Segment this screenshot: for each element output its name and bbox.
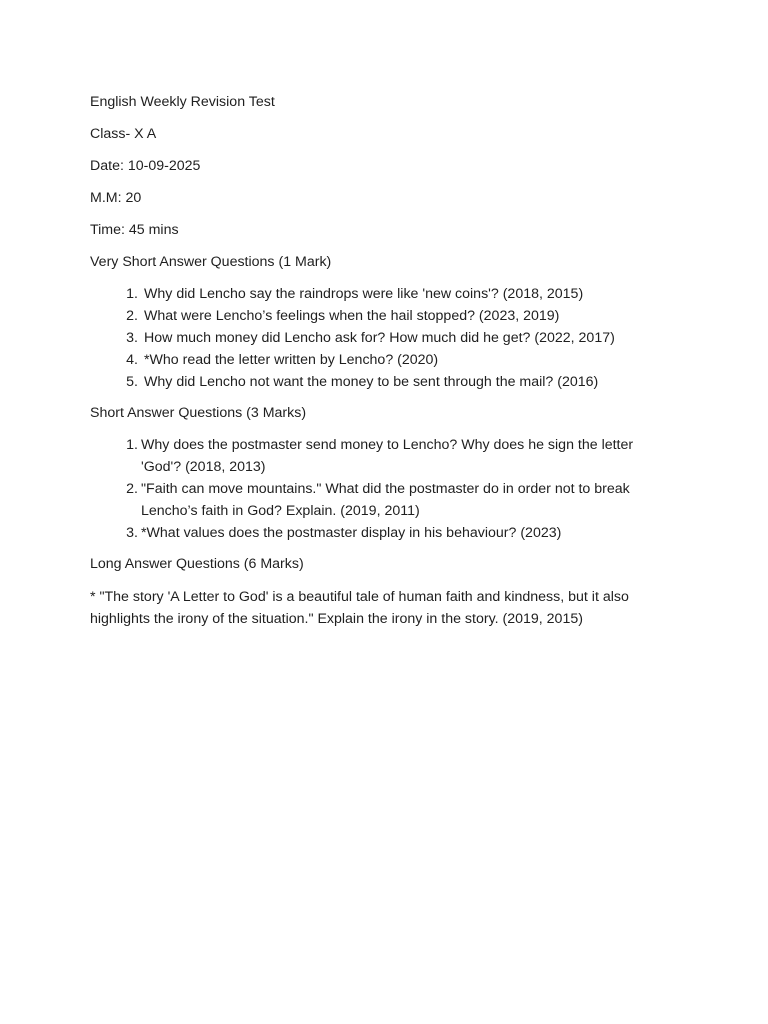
question-number: 1. [126, 437, 138, 453]
very-short-question-list [90, 283, 660, 393]
time-line: Time: 45 mins [90, 222, 179, 238]
list-item [90, 371, 660, 393]
question-text: *Who read the letter written by Lencho? (2020) [144, 352, 439, 368]
short-answer-heading: Short Answer Questions (3 Marks) [90, 405, 307, 421]
short-answer-question-list [90, 434, 660, 544]
list-item [90, 283, 660, 305]
list-item [90, 305, 660, 327]
question-number: 4. [126, 352, 138, 368]
date-line: Date: 10-09-2025 [90, 158, 201, 174]
question-text: *What values does the postmaster display in his behaviour? (2023) [141, 525, 562, 541]
list-item [90, 349, 660, 371]
very-short-heading: Very Short Answer Questions (1 Mark) [90, 254, 332, 270]
question-number: 1. [126, 286, 138, 302]
question-number: 5. [126, 374, 138, 390]
class-line: Class- X A [90, 126, 157, 142]
question-text: Why does the postmaster send money to Lencho? Why does he sign the letter 'God'? (2018, 2013) [141, 437, 634, 475]
question-number: 3. [126, 525, 138, 541]
test-title: English Weekly Revision Test [90, 94, 275, 110]
long-answer-question: * "The story 'A Letter to God' is a beautiful tale of human faith and kindness, but it also highlights the irony of the situation." Explain the irony in the story. (2019, 2015) [90, 589, 629, 627]
question-text: Why did Lencho say the raindrops were like 'new coins'? (2018, 2015) [144, 286, 584, 302]
question-text: "Faith can move mountains." What did the postmaster do in order not to break Lencho’s faith in God? Explain. (2019, 2011) [141, 481, 630, 519]
document-body [90, 92, 660, 630]
question-number: 2. [126, 308, 138, 324]
list-item [90, 327, 660, 349]
max-marks-line: M.M: 20 [90, 190, 142, 206]
list-item [90, 434, 660, 478]
question-text: What were Lencho’s feelings when the hail stopped? (2023, 2019) [144, 308, 560, 324]
list-item [90, 478, 660, 522]
question-number: 3. [126, 330, 138, 346]
question-text: How much money did Lencho ask for? How much did he get? (2022, 2017) [144, 330, 615, 346]
question-text: Why did Lencho not want the money to be sent through the mail? (2016) [144, 374, 599, 390]
list-item [90, 522, 660, 544]
question-number: 2. [126, 481, 138, 497]
long-answer-heading: Long Answer Questions (6 Marks) [90, 556, 304, 572]
